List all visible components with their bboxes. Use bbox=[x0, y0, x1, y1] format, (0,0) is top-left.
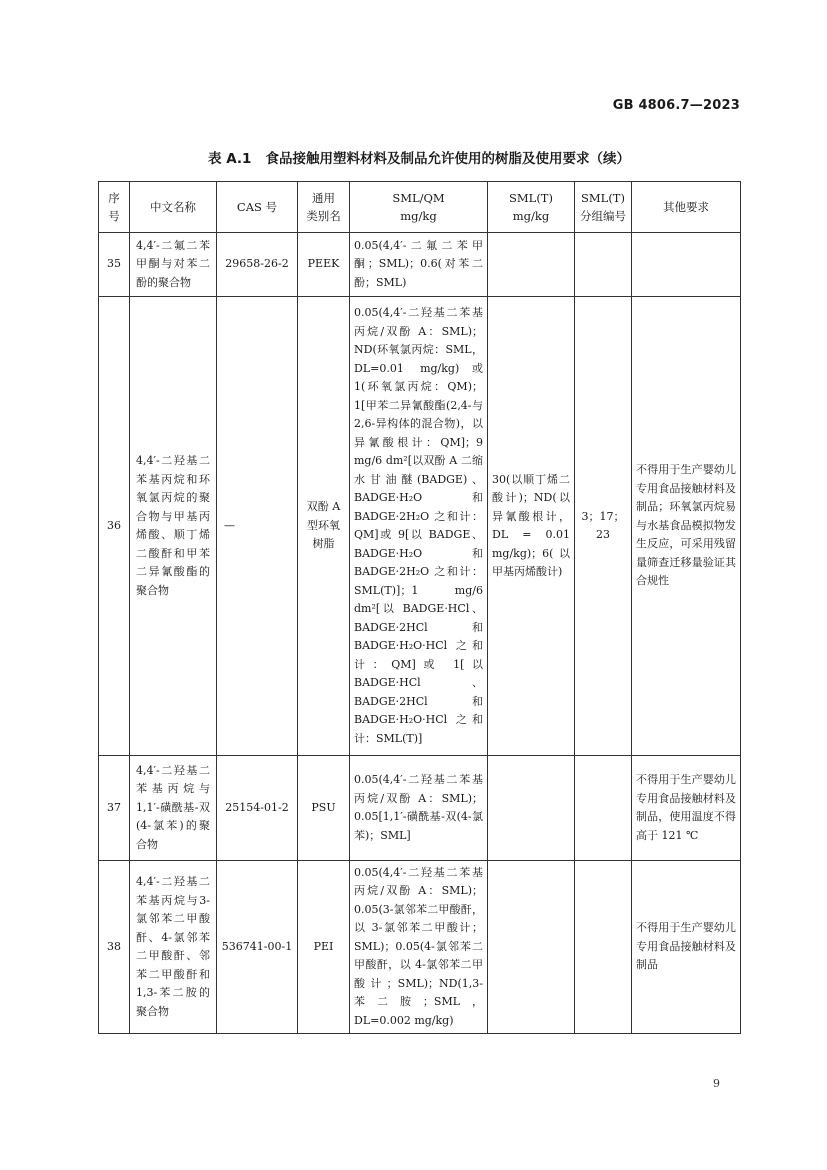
cell-sml-qm-text: 0.05(4,4′-二羟基二苯基丙烷/双酚 A：SML)；0.05[1,1′-磺酰基-双(4-氯苯)；SML] bbox=[354, 773, 483, 842]
header-sml-qm bbox=[350, 182, 488, 233]
cell-name-cn bbox=[130, 861, 217, 1034]
header-sml-t-group-text: SML(T) 分组编号 bbox=[580, 191, 626, 223]
cell-sml-qm-text: 0.05(4,4′-二氟二苯甲酮；SML)；0.6(对苯二酚；SML) bbox=[354, 238, 483, 289]
cell-no-text: 35 bbox=[107, 257, 121, 271]
cell-category-text: PEEK bbox=[307, 257, 340, 271]
header-no bbox=[99, 182, 130, 233]
cell-name-cn-text: 4,4′-二羟基二苯基丙烷与1,1′-磺酰基-双(4-氯苯)的聚合物 bbox=[136, 763, 210, 851]
header-other-text: 其他要求 bbox=[663, 200, 709, 214]
cell-no bbox=[99, 297, 130, 756]
header-name-cn-text: 中文名称 bbox=[150, 200, 196, 214]
table-caption-label: 表 A.1 bbox=[208, 151, 252, 167]
cell-category bbox=[298, 297, 350, 756]
cell-sml-t-group bbox=[575, 861, 632, 1034]
page-number: 9 bbox=[713, 1077, 720, 1090]
cell-no bbox=[99, 861, 130, 1034]
cell-no-text: 38 bbox=[107, 939, 121, 953]
cell-sml-t bbox=[488, 297, 575, 756]
table-header-row bbox=[99, 182, 741, 233]
cell-category bbox=[298, 861, 350, 1034]
header-no-text: 序 号 bbox=[108, 191, 120, 223]
cell-cas-text: 536741-00-1 bbox=[221, 939, 293, 953]
cell-cas-text: 25154-01-2 bbox=[225, 800, 289, 814]
header-sml-qm-text: SML/QM mg/kg bbox=[392, 191, 445, 223]
cell-no-text: 37 bbox=[107, 800, 121, 814]
cell-other bbox=[632, 756, 741, 861]
cell-sml-t bbox=[488, 233, 575, 297]
cell-category-text: 双酚 A 型环氧树脂 bbox=[306, 500, 341, 551]
cell-name-cn bbox=[130, 756, 217, 861]
cell-category bbox=[298, 756, 350, 861]
header-sml-t-text: SML(T) mg/kg bbox=[509, 191, 553, 223]
table-row bbox=[99, 297, 741, 756]
cell-cas bbox=[217, 297, 298, 756]
cell-other-text: 不得用于生产婴幼儿专用食品接触材料及制品，使用温度不得高于 121 ℃ bbox=[636, 773, 736, 842]
cell-other bbox=[632, 233, 741, 297]
cell-other bbox=[632, 297, 741, 756]
cell-sml-t-group-text: 3；17；23 bbox=[581, 509, 625, 541]
cell-no bbox=[99, 233, 130, 297]
table-caption-title: 食品接触用塑料材料及制品允许使用的树脂及使用要求（续） bbox=[265, 151, 630, 167]
cell-other-text: 不得用于生产婴幼儿专用食品接触材料及制品；环氧氯丙烷易与水基食品模拟物发生反应，可采用残留量筛查迁移量验证其合规性 bbox=[636, 463, 736, 588]
header-other bbox=[632, 182, 741, 233]
cell-other bbox=[632, 861, 741, 1034]
header-name-cn bbox=[130, 182, 217, 233]
cell-sml-t bbox=[488, 756, 575, 861]
header-cas bbox=[217, 182, 298, 233]
cell-sml-qm bbox=[350, 233, 488, 297]
cell-name-cn bbox=[130, 297, 217, 756]
cell-name-cn bbox=[130, 233, 217, 297]
cell-other-text: 不得用于生产婴幼儿专用食品接触材料及制品 bbox=[636, 921, 736, 972]
cell-category-text: PEI bbox=[313, 939, 334, 953]
cell-no-text: 36 bbox=[107, 518, 121, 532]
resin-requirements-table bbox=[98, 181, 741, 1034]
cell-sml-t-text: 30(以顺丁烯二酸计)；ND(以异氰酸根计，DL = 0.01 mg/kg)；6(以甲基丙烯酸计) bbox=[492, 472, 570, 578]
cell-sml-t-group bbox=[575, 233, 632, 297]
cell-no bbox=[99, 756, 130, 861]
cell-cas bbox=[217, 861, 298, 1034]
cell-name-cn-text: 4,4′-二氟二苯甲酮与对苯二酚的聚合物 bbox=[136, 238, 210, 289]
cell-name-cn-text: 4,4′-二羟基二苯基丙烷与3-氯邻苯二甲酸酐、4-氯邻苯二甲酸酐、邻苯二甲酸酐和1,3-苯二胺的聚合物 bbox=[136, 875, 210, 1018]
cell-sml-qm-text: 0.05(4,4′-二羟基二苯基丙烷/双酚 A：SML)；ND(环氧氯丙烷：SML，DL=0.01 mg/kg)或 1(环氧氯丙烷：QM)；1[甲苯二异氰酸酯(2,4-与 2,6-异构体的混合物)，以异氰酸根计：QM]；9 mg/6 dm²[以双酚 A 二缩水甘油醚(BADGE)、BADGE·H₂O 和 BADGE·2H₂O 之和计：QM]或 9[以 BADGE、BADGE·H₂O 和 BADGE·2H₂O 之和计：SML(T)]；1 mg/6 dm²[以 BADGE·HCl、BADGE·2HCl 和 BADGE·H₂O·HCl 之和计：QM]或 1[以 BADGE·HCl、BADGE·2HCl 和 BADGE·H₂O·HCl 之和计：SML(T)] bbox=[354, 306, 483, 745]
header-category bbox=[298, 182, 350, 233]
cell-category bbox=[298, 233, 350, 297]
cell-sml-t-group bbox=[575, 297, 632, 756]
standard-code: GB 4806.7—2023 bbox=[612, 98, 740, 113]
header-category-text: 通用 类别名 bbox=[306, 191, 341, 223]
cell-category-text: PSU bbox=[311, 800, 336, 814]
cell-sml-qm bbox=[350, 756, 488, 861]
table-caption bbox=[98, 147, 740, 167]
cell-cas bbox=[217, 233, 298, 297]
cell-sml-t-group bbox=[575, 756, 632, 861]
table-row bbox=[99, 233, 741, 297]
cell-sml-qm bbox=[350, 297, 488, 756]
cell-sml-qm-text: 0.05(4,4′-二羟基二苯基丙烷/双酚 A：SML)；0.05(3-氯邻苯二甲酸酐，以 3-氯邻苯二甲酸计；SML)；0.05(4-氯邻苯二甲酸酐，以 4-氯邻苯二甲酸计；SML)；ND(1,3-苯二胺；SML，DL=0.002 mg/kg) bbox=[354, 865, 483, 1027]
header-sml-t-group bbox=[575, 182, 632, 233]
header-sml-t bbox=[488, 182, 575, 233]
cell-sml-t bbox=[488, 861, 575, 1034]
cell-cas bbox=[217, 756, 298, 861]
cell-cas-text: — bbox=[224, 518, 235, 532]
cell-name-cn-text: 4,4′-二羟基二苯基丙烷和环氧氯丙烷的聚合物与甲基丙烯酸、顺丁烯二酸酐和甲苯二异氰酸酯的聚合物 bbox=[136, 454, 210, 597]
header-cas-text: CAS 号 bbox=[236, 200, 278, 214]
cell-sml-qm bbox=[350, 861, 488, 1034]
cell-cas-text: 29658-26-2 bbox=[225, 257, 289, 271]
table-row bbox=[99, 756, 741, 861]
table-row bbox=[99, 861, 741, 1034]
